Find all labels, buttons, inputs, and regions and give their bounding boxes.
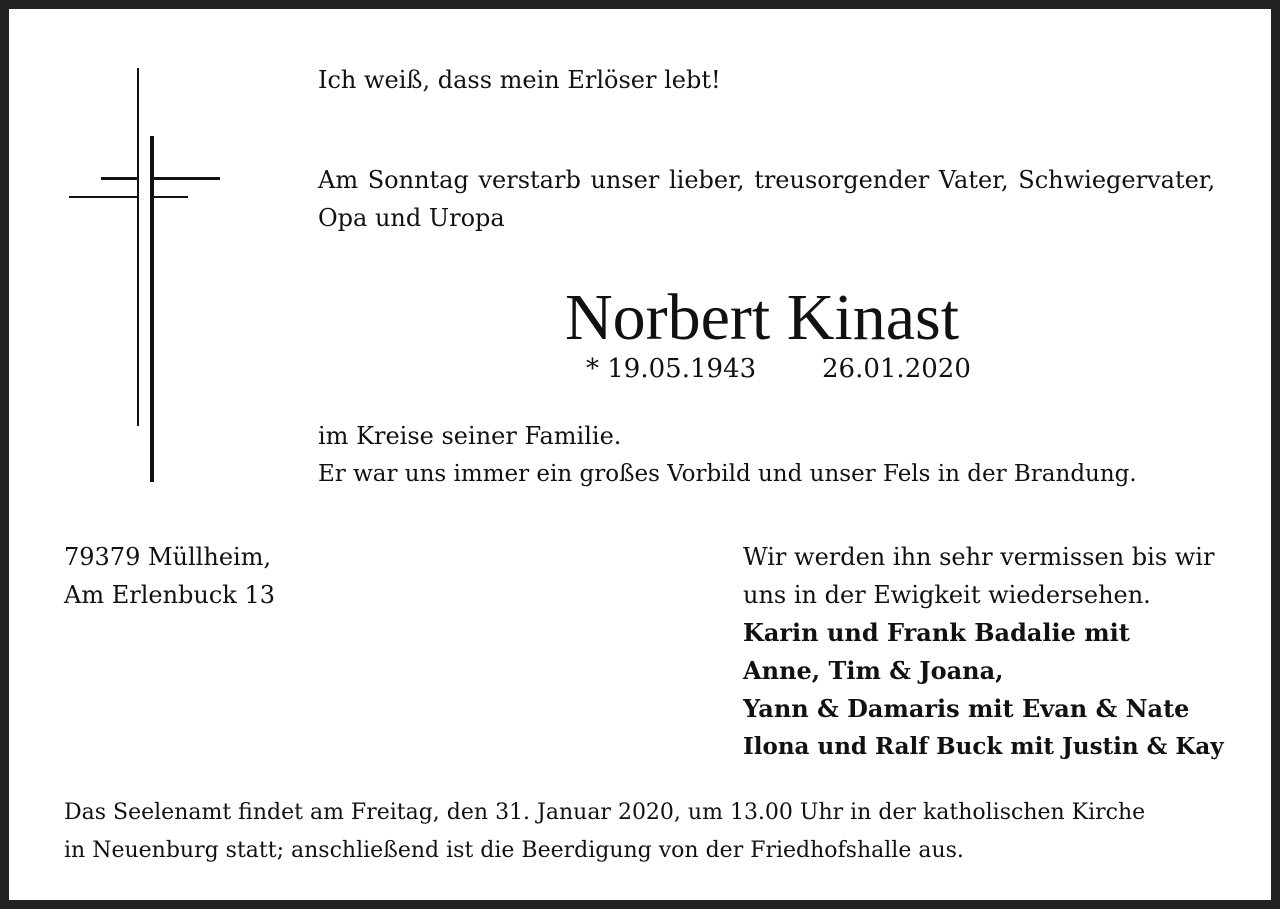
deceased-name: Norbert Kinast — [565, 281, 960, 354]
family-line-1: im Kreise seiner Familie. — [318, 422, 622, 450]
mourner-line-2: Anne, Tim & Joana, — [743, 656, 1004, 685]
intro-line-2: Opa und Uropa — [318, 204, 505, 232]
service-line-2: in Neuenburg statt; anschließend ist die Beerdigung von der Friedhofshalle aus. — [64, 838, 964, 863]
death-date: 26.01.2020 — [822, 354, 971, 384]
address-line-2: Am Erlenbuck 13 — [64, 581, 276, 609]
birth-date: * 19.05.1943 — [586, 354, 757, 384]
address-line-1: 79379 Müllheim, — [64, 543, 272, 571]
motto: Ich weiß, dass mein Erlöser lebt! — [318, 66, 721, 94]
farewell-line-2: uns in der Ewigkeit wiedersehen. — [743, 581, 1151, 609]
mourner-line-1: Karin und Frank Badalie mit — [743, 618, 1130, 647]
mourner-line-3: Yann & Damaris mit Evan & Nate — [743, 694, 1190, 723]
family-line-2: Er war uns immer ein großes Vorbild und unser Fels in der Brandung. — [318, 461, 1137, 487]
service-line-1: Das Seelenamt findet am Freitag, den 31. Januar 2020, um 13.00 Uhr in der katholischen Kirche — [64, 800, 1146, 825]
mourner-line-4: Ilona und Ralf Buck mit Justin & Kay — [743, 733, 1224, 760]
intro-line-1: Am Sonntag verstarb unser lieber, treusorgender Vater, Schwiegervater, — [318, 166, 1216, 194]
farewell-line-1: Wir werden ihn sehr vermissen bis wir — [743, 543, 1215, 571]
